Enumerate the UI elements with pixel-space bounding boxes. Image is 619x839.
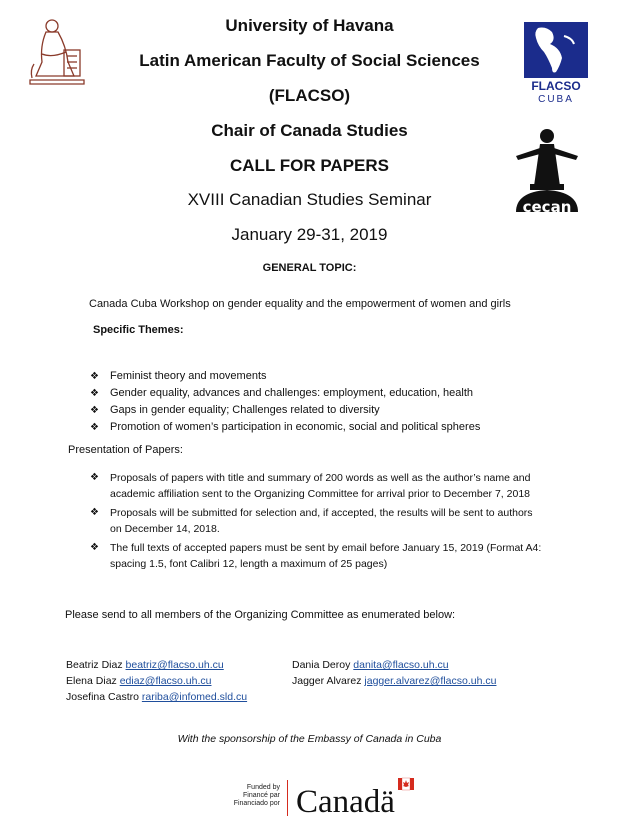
canada-flag-icon (398, 778, 414, 790)
specific-themes-label: Specific Themes: (93, 324, 184, 336)
diamond-bullet-icon: ❖ (90, 388, 99, 399)
email-link[interactable]: beatriz@flacso.uh.cu (125, 659, 224, 671)
list-item: ❖ Proposals of papers with title and summary of 200 words as well as the author’s name and academic affiliation sent to the Organizing Committee for arrival prior to December 7, 2018 (90, 472, 531, 500)
contact-name: Josefina Castro (66, 691, 139, 703)
contact-beatriz (66, 657, 224, 673)
cuba-text: CUBA (538, 94, 574, 104)
contact-name: Elena Diaz (66, 675, 117, 687)
seminar-title: XVIII Canadian Studies Seminar (187, 190, 432, 209)
list-item: ❖ Promotion of women’s participation in economic, social and political spheres (88, 419, 588, 436)
contact-josefina (66, 689, 247, 705)
list-item: ❖ Proposals will be submitted for selection and, if accepted, the results will be sent to authors on December 14, 2018. (90, 507, 533, 535)
flacso-text: FLACSO (531, 79, 581, 93)
themes-list (88, 368, 588, 436)
contact-name: Beatriz Diaz (66, 659, 123, 671)
flacso-abbrev: (FLACSO) (268, 86, 351, 105)
contact-name: Jagger Alvarez (292, 675, 362, 687)
diamond-bullet-icon: ❖ (90, 371, 99, 382)
contact-jagger (292, 673, 496, 689)
email-link[interactable]: ediaz@flacso.uh.cu (119, 675, 212, 687)
contact-dania (292, 657, 449, 673)
general-topic-label: GENERAL TOPIC: (262, 262, 357, 274)
committee-intro: Please send to all members of the Organizing Committee as enumerated below: (65, 609, 456, 621)
contact-name: Dania Deroy (292, 659, 351, 671)
email-link[interactable]: rariba@infomed.sld.cu (141, 691, 248, 703)
diamond-bullet-icon: ❖ (90, 422, 99, 433)
sponsorship-text: With the sponsorship of the Embassy of Canada in Cuba (177, 733, 442, 745)
email-link[interactable]: jagger.alvarez@flacso.uh.cu (364, 675, 497, 687)
presentation-list (88, 470, 546, 575)
seminar-dates: January 29-31, 2019 (231, 225, 388, 244)
general-topic-text: Canada Cuba Workshop on gender equality and the empowerment of women and girls (89, 298, 511, 310)
diamond-bullet-icon: ❖ (90, 542, 99, 553)
call-for-papers-title: CALL FOR PAPERS (230, 156, 389, 175)
diamond-bullet-icon: ❖ (90, 405, 99, 416)
canada-text: Canadä (296, 784, 395, 820)
contact-elena (66, 673, 212, 689)
list-item: ❖ Gender equality, advances and challenges: employment, education, health (88, 385, 588, 402)
divider-line (287, 780, 288, 816)
faculty-title: Latin American Faculty of Social Sciences (139, 51, 480, 70)
canada-wordmark-logo (294, 776, 422, 820)
presentation-label: Presentation of Papers: (68, 444, 183, 456)
list-item: ❖ Gaps in gender equality; Challenges related to diversity (88, 402, 588, 419)
cecan-text: cecan (522, 198, 572, 216)
diamond-bullet-icon: ❖ (90, 472, 99, 483)
list-item: ❖ Feminist theory and movements (88, 368, 588, 385)
email-link[interactable]: danita@flacso.uh.cu (353, 659, 449, 671)
list-item: ❖ The full texts of accepted papers must be sent by email before January 15, 2019 (Format A4: spacing 1.5, font Calibri 12, length a maximum of 25 pages) (90, 542, 542, 570)
chair-title: Chair of Canada Studies (211, 121, 408, 140)
diamond-bullet-icon: ❖ (90, 507, 99, 518)
funded-by-text: Funded by Financé par Financiado por (233, 784, 280, 807)
university-title: University of Havana (225, 16, 394, 35)
